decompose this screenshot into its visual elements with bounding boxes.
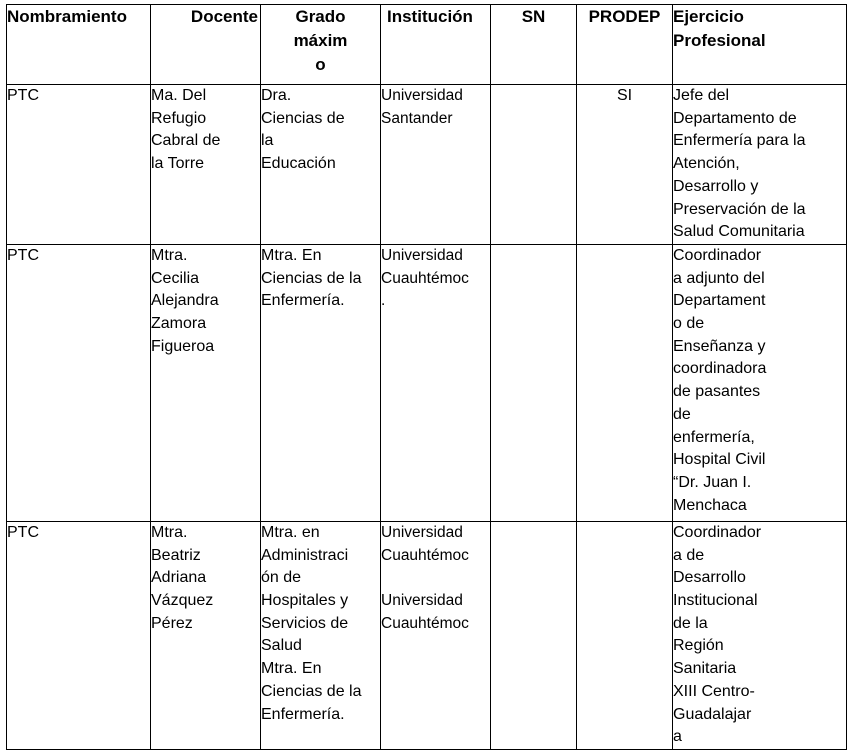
header-grado: Grado máxim o: [261, 5, 381, 85]
cell-prodep: [577, 244, 673, 521]
header-sn: SN: [491, 5, 577, 85]
header-nombramiento: Nombramiento: [7, 5, 151, 85]
header-row: [7, 5, 847, 85]
cell-sn: [491, 521, 577, 749]
cell-sn: [491, 244, 577, 521]
cell-nombramiento: PTC: [7, 521, 151, 749]
header-docente: Docente: [151, 5, 261, 85]
cell-grado: Dra. Ciencias de la Educación: [261, 85, 381, 245]
cell-institucion: Universidad Cuauhtémoc Universidad Cuauhtémoc: [381, 521, 491, 749]
cell-prodep: [577, 521, 673, 749]
cell-ejercicio: Jefe del Departamento de Enfermería para la Atención, Desarrollo y Preservación de la Salud Comunitaria: [673, 85, 847, 245]
table-row: [7, 244, 847, 521]
header-ejercicio: Ejercicio Profesional: [673, 5, 847, 85]
table-row: [7, 85, 847, 245]
staff-table: [6, 4, 847, 750]
cell-grado: Mtra. En Ciencias de la Enfermería.: [261, 244, 381, 521]
cell-docente: Mtra. Beatriz Adriana Vázquez Pérez: [151, 521, 261, 749]
cell-ejercicio: Coordinador a adjunto del Departament o de Enseñanza y coordinadora de pasantes de enfermería, Hospital Civil “Dr. Juan I. Menchaca: [673, 244, 847, 521]
cell-nombramiento: PTC: [7, 244, 151, 521]
cell-grado: Mtra. en Administraci ón de Hospitales y Servicios de Salud Mtra. En Ciencias de la Enfermería.: [261, 521, 381, 749]
cell-prodep: SI: [577, 85, 673, 245]
cell-docente: Ma. Del Refugio Cabral de la Torre: [151, 85, 261, 245]
header-institucion: Institución: [381, 5, 491, 85]
table-row: [7, 521, 847, 749]
cell-nombramiento: PTC: [7, 85, 151, 245]
cell-sn: [491, 85, 577, 245]
cell-ejercicio: Coordinador a de Desarrollo Institucional de la Región Sanitaria XIII Centro- Guadalajar a: [673, 521, 847, 749]
header-prodep: PRODEP: [577, 5, 673, 85]
cell-docente: Mtra. Cecilia Alejandra Zamora Figueroa: [151, 244, 261, 521]
cell-institucion: Universidad Santander: [381, 85, 491, 245]
cell-institucion: Universidad Cuauhtémoc .: [381, 244, 491, 521]
